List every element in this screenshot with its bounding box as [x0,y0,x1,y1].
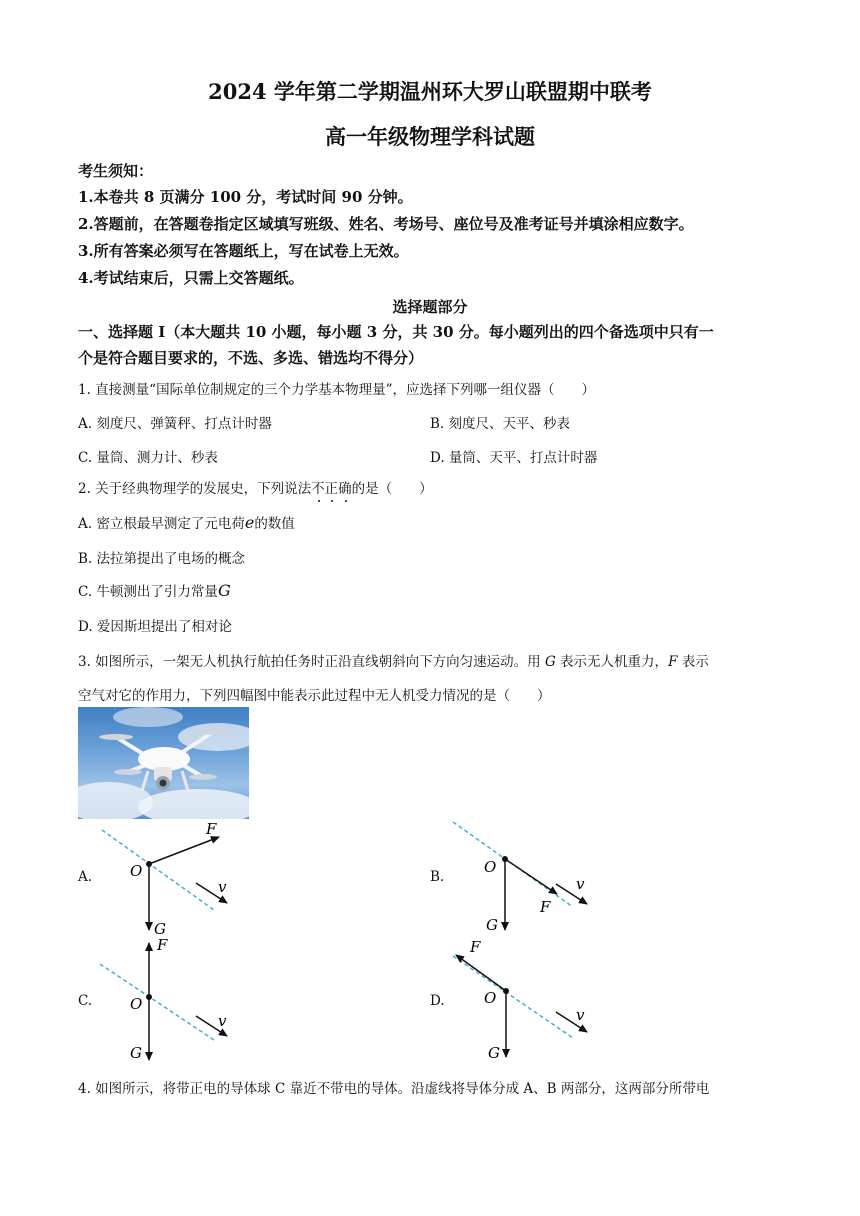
diagram-b-label-v: v [576,875,585,893]
q2-stem-pre: 2. 关于经典物理学的发展史，下列说法 [78,481,312,497]
diagram-b-label-f: F [540,898,551,916]
part1-instructions-line1: 一、选择题 I（本大题共 10 小题，每小题 3 分，共 30 分。每小题列出的四个备选项中只有一 [78,323,714,341]
q3-stem-c: 表示 [677,654,709,670]
part1-instructions-line2: 个是符合题目要求的，不选、多选、错选均不得分） [78,349,424,367]
diagram-a-label-v: v [218,878,227,896]
diagram-a-force-f [149,837,219,864]
diagram-a-path-line [102,830,214,910]
notice-item-2: 2.答题前，在答题卷指定区域填写班级、姓名、考场号、座位号及准考证号并填涂相应数字。 [78,215,694,233]
notice-heading: 考生须知： [78,162,154,180]
q2-option-c-text: C. 牛顿测出了引力常量 [78,584,218,600]
diagram-a-label-o: O [130,862,143,880]
q3-stem-b: 表示无人机重力， [555,654,669,670]
diagram-d-force-f [456,955,506,991]
diagram-a [102,820,227,938]
q2-emphasis-3: 确 [338,481,352,497]
q1-stem: 1. 直接测量“国际单位制规定的三个力学基本物理量”，应选择下列哪一组仪器（ ） [78,382,595,398]
q3-stem-line2: 空气对它的作用力，下列四幅图中能表示此过程中无人机受力情况的是（ ） [78,688,551,704]
diagram-a-label-g: G [154,920,166,938]
q2-option-b: B. 法拉第提出了电场的概念 [78,551,246,567]
diagram-b-force-f [505,859,557,894]
q2-option-a-var: e [244,513,255,532]
notice-item-4: 4.考试结束后，只需上交答题纸。 [78,269,304,287]
diagram-c-label-v: v [218,1012,227,1030]
diagram-d-label-g: G [488,1044,500,1062]
diagram-b-label-g: G [486,916,498,934]
q3-stem-G: G [544,654,556,670]
diagram-d-label-o: O [484,989,497,1007]
q1-option-d: D. 量筒、天平、打点计时器 [430,450,598,466]
diagram-b [453,822,587,934]
diagram-d-path-line [453,956,573,1038]
q3-option-a-label: A. [78,869,93,885]
q2-option-a-text: A. 密立根最早测定了元电荷 [78,516,245,532]
diagram-c-path-line [100,964,214,1040]
q3-option-b-label: B. [430,869,445,885]
q2-option-a-post: 的数值 [254,516,295,532]
q3-option-c-label: C. [78,993,93,1009]
diagram-d [453,938,587,1062]
exam-title: 2024 学年第二学期温州环大罗山联盟期中联考 [208,79,652,104]
notice-item-1: 1.本卷共 8 页满分 100 分，考试时间 90 分钟。 [78,188,413,206]
q3-stem-a: 3. 如图所示，一架无人机执行航拍任务时正沿直线朝斜向下方向匀速运动。用 [78,654,545,670]
diagram-c [100,936,227,1062]
diagram-a-point-o [146,861,152,867]
diagram-c-label-o: O [130,995,143,1013]
diagram-c-label-f: F [157,936,168,954]
q1-option-b: B. 刻度尺、天平、秒表 [430,416,571,432]
q2-emphasis-1: 不 [311,481,325,497]
notice-item-3: 3.所有答案必须写在答题纸上，写在试卷上无效。 [78,242,409,260]
q4-stem: 4. 如图所示，将带正电的导体球 C 靠近不带电的导体。沿虚线将导体分成 A、B 两部分，这两部分所带电 [78,1081,710,1097]
diagram-d-label-v: v [576,1006,585,1024]
diagram-d-point-o [503,988,509,994]
q1-option-c: C. 量筒、测力计、秒表 [78,450,218,466]
diagram-b-label-o: O [484,858,497,876]
q2-stem-post: 的是（ ） [351,481,433,497]
diagram-b-point-o [502,856,508,862]
diagram-d-label-f: F [470,938,481,956]
q2-emphasis-2: 正 [324,481,339,497]
diagram-c-point-o [146,994,152,1000]
q1-option-a: A. 刻度尺、弹簧秤、打点计时器 [78,416,272,432]
section-title: 选择题部分 [392,298,468,316]
diagram-a-label-f: F [206,820,217,838]
q3-stem-F: F [668,654,678,670]
q2-option-d: D. 爱因斯坦提出了相对论 [78,619,232,635]
diagram-c-label-g: G [130,1044,142,1062]
q2-option-c-var: G [217,581,231,600]
q3-option-d-label: D. [430,993,445,1009]
exam-subtitle: 高一年级物理学科试题 [325,124,535,149]
